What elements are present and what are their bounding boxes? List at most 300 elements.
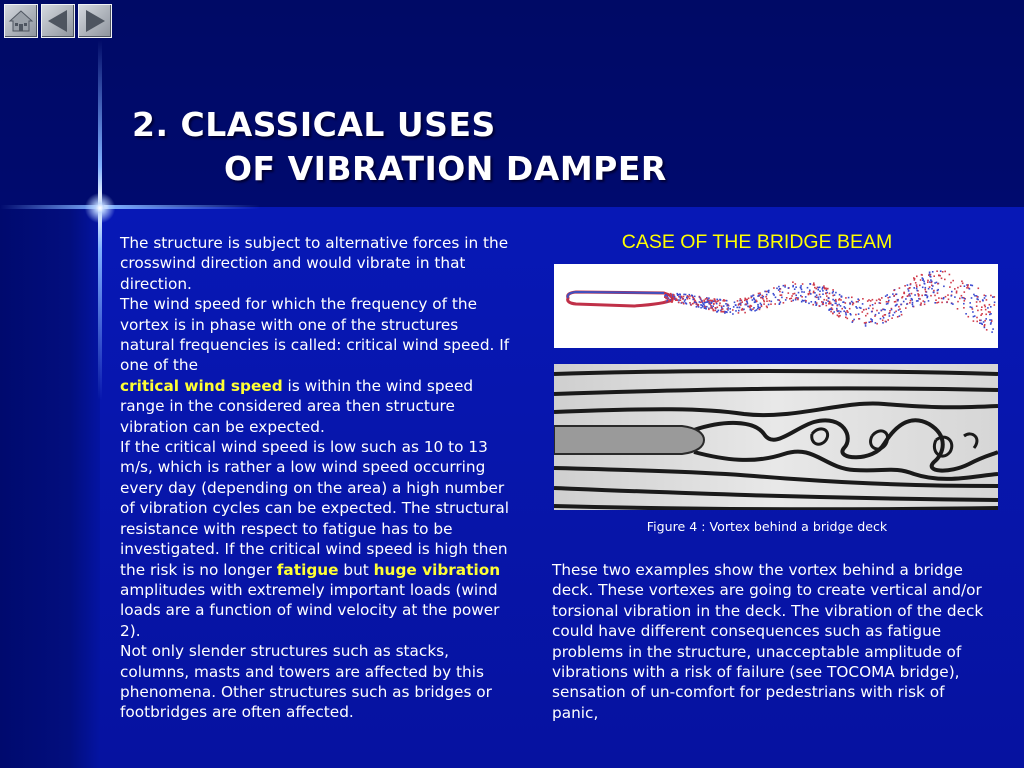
particle-dot xyxy=(685,294,687,296)
particle-dot xyxy=(944,271,946,273)
particle-dot xyxy=(753,307,755,309)
particle-dot xyxy=(792,300,794,302)
particle-dot xyxy=(898,306,900,308)
particle-dot xyxy=(779,299,781,301)
home-button[interactable] xyxy=(4,4,38,38)
next-slide-button[interactable] xyxy=(78,4,112,38)
particle-dot xyxy=(875,322,877,324)
particle-dot xyxy=(984,320,986,322)
particle-dot xyxy=(751,305,753,307)
particle-dot xyxy=(703,304,705,306)
particle-dot xyxy=(878,312,880,314)
particle-dot xyxy=(809,283,811,285)
particle-dot xyxy=(826,305,828,307)
particle-dot xyxy=(822,293,824,295)
particle-dot xyxy=(819,305,821,307)
particle-dot xyxy=(985,295,987,297)
particle-dot xyxy=(954,288,956,290)
particle-dot xyxy=(931,288,933,290)
paragraph-1: The structure is subject to alternative forces in the crosswind direction and would vibrate in that direction. xyxy=(120,234,509,293)
particle-dot xyxy=(710,304,712,306)
particle-dot xyxy=(937,292,939,294)
particle-dot xyxy=(692,303,694,305)
left-text-block xyxy=(120,233,510,723)
particle-dot xyxy=(895,311,897,313)
highlight-critical-wind-speed: critical wind speed xyxy=(120,376,283,395)
particle-dot xyxy=(920,302,922,304)
particle-dot xyxy=(789,298,791,300)
particle-dot xyxy=(779,291,781,293)
particle-dot xyxy=(850,313,852,315)
particle-dot xyxy=(749,307,751,309)
particle-dot xyxy=(720,299,722,301)
particle-dot xyxy=(766,300,768,302)
particle-dot xyxy=(914,294,916,296)
particle-dot xyxy=(832,295,834,297)
particle-dot xyxy=(929,286,931,288)
particle-dot xyxy=(964,285,966,287)
particle-dot xyxy=(839,298,841,300)
particle-dot xyxy=(671,295,673,297)
particle-dot xyxy=(920,304,922,306)
particle-dot xyxy=(946,301,948,303)
particle-dot xyxy=(815,301,817,303)
particle-dot xyxy=(738,307,740,309)
particle-dot xyxy=(933,290,935,292)
particle-dot xyxy=(957,308,959,310)
particle-dot xyxy=(673,294,675,296)
particle-dot xyxy=(991,320,993,322)
particle-dot xyxy=(727,307,729,309)
particle-dot xyxy=(698,304,700,306)
particle-dot xyxy=(903,301,905,303)
particle-dot xyxy=(791,300,793,302)
particle-dot xyxy=(744,300,746,302)
particle-dot xyxy=(773,287,775,289)
particle-dot xyxy=(700,297,702,299)
particle-dot xyxy=(985,309,987,311)
particle-dot xyxy=(853,319,855,321)
particle-dot xyxy=(936,282,938,284)
particle-dot xyxy=(757,304,759,306)
particle-dot xyxy=(782,292,784,294)
particle-dot xyxy=(685,302,687,304)
particle-dot xyxy=(721,307,723,309)
particle-dot xyxy=(932,285,934,287)
particle-dot xyxy=(827,300,829,302)
particle-dot xyxy=(803,300,805,302)
particle-dot xyxy=(819,294,821,296)
particle-dot xyxy=(845,302,847,304)
particle-dot xyxy=(714,299,716,301)
particle-dot xyxy=(795,286,797,288)
particle-dot xyxy=(792,281,794,283)
particle-dot xyxy=(964,291,966,293)
particle-dot xyxy=(855,314,857,316)
particle-dot xyxy=(754,310,756,312)
particle-dot xyxy=(809,290,811,292)
particle-dot xyxy=(671,294,673,296)
particle-dot xyxy=(732,313,734,315)
particle-dot xyxy=(872,299,874,301)
particle-dot xyxy=(880,318,882,320)
particle-dot xyxy=(989,304,991,306)
particle-dot xyxy=(689,298,691,300)
particle-dot xyxy=(939,275,941,277)
particle-dot xyxy=(716,299,718,301)
particle-dot xyxy=(778,286,780,288)
particle-dot xyxy=(838,304,840,306)
particle-dot xyxy=(681,296,683,298)
particle-dot xyxy=(876,310,878,312)
particle-dot xyxy=(839,294,841,296)
particle-dot xyxy=(928,300,930,302)
particle-dot xyxy=(869,321,871,323)
particle-dot xyxy=(974,315,976,317)
particle-dot xyxy=(961,295,963,297)
particle-dot xyxy=(912,304,914,306)
particle-dot xyxy=(914,279,916,281)
particle-dot xyxy=(924,304,926,306)
particle-dot xyxy=(830,303,832,305)
particle-dot xyxy=(838,316,840,318)
case-heading: CASE OF THE BRIDGE BEAM xyxy=(621,231,893,253)
particle-dot xyxy=(748,298,750,300)
particle-dot xyxy=(795,283,797,285)
particle-dot xyxy=(885,314,887,316)
particle-dot xyxy=(738,310,740,312)
particle-dot xyxy=(747,306,749,308)
particle-dot xyxy=(988,311,990,313)
particle-dot xyxy=(757,308,759,310)
particle-dot xyxy=(884,309,886,311)
particle-dot xyxy=(891,309,893,311)
particle-dot xyxy=(826,288,828,290)
particle-dot xyxy=(923,300,925,302)
particle-dot xyxy=(746,299,748,301)
particle-dot xyxy=(771,301,773,303)
particle-dot xyxy=(885,321,887,323)
particle-dot xyxy=(791,295,793,297)
particle-dot xyxy=(766,298,768,300)
particle-dot xyxy=(916,284,918,286)
particle-dot xyxy=(692,295,694,297)
particle-dot xyxy=(912,302,914,304)
particle-dot xyxy=(752,308,754,310)
particle-dot xyxy=(754,302,756,304)
particle-dot xyxy=(912,306,914,308)
particle-dot xyxy=(723,305,725,307)
particle-dot xyxy=(845,297,847,299)
particle-dot xyxy=(805,296,807,298)
particle-dot xyxy=(961,297,963,299)
particle-dot xyxy=(930,279,932,281)
particle-dot xyxy=(794,293,796,295)
particle-dot xyxy=(971,307,973,309)
particle-dot xyxy=(865,325,867,327)
left-strip xyxy=(0,207,100,768)
particle-dot xyxy=(984,297,986,299)
particle-dot xyxy=(675,299,677,301)
particle-dot xyxy=(929,276,931,278)
particle-dot xyxy=(870,318,872,320)
paragraph-3-text: If the critical wind speed is low such as 10 to 13 m/s, which is rather a low wind speed occurring every day (depending on the area) a high number of vibration cycles can be expected. The structural resistance with respect to fatigue has to be investigated. If the critical wind speed is high then the risk is no longer xyxy=(120,438,509,579)
particle-dot xyxy=(831,304,833,306)
particle-dot xyxy=(897,299,899,301)
particle-dot xyxy=(872,308,874,310)
particle-dot xyxy=(976,301,978,303)
particle-dot xyxy=(963,303,965,305)
particle-dot xyxy=(667,297,669,299)
particle-dot xyxy=(931,282,933,284)
particle-dot xyxy=(756,309,758,311)
particle-dot xyxy=(944,279,946,281)
particle-dot xyxy=(940,270,942,272)
particle-dot xyxy=(689,302,691,304)
particle-dot xyxy=(852,321,854,323)
particle-dot xyxy=(686,297,688,299)
particle-dot xyxy=(954,296,956,298)
particle-dot xyxy=(834,300,836,302)
particle-dot xyxy=(929,272,931,274)
particle-dot xyxy=(920,279,922,281)
particle-dot xyxy=(949,286,951,288)
particle-dot xyxy=(853,303,855,305)
arrow-left-icon xyxy=(45,8,71,34)
particle-dot xyxy=(907,284,909,286)
particle-dot xyxy=(936,270,938,272)
particle-dot xyxy=(801,296,803,298)
particle-dot xyxy=(888,313,890,315)
vortex-simulation-image xyxy=(554,264,998,348)
particle-dot xyxy=(814,284,816,286)
paragraph-2 xyxy=(120,294,510,437)
particle-dot xyxy=(929,281,931,283)
particle-dot xyxy=(930,295,932,297)
particle-dot xyxy=(888,301,890,303)
particle-dot xyxy=(759,307,761,309)
particle-dot xyxy=(880,302,882,304)
particle-dot xyxy=(734,302,736,304)
particle-dot xyxy=(829,293,831,295)
particle-dot xyxy=(764,301,766,303)
particle-dot xyxy=(992,296,994,298)
particle-dot xyxy=(786,297,788,299)
particle-dot xyxy=(779,303,781,305)
particle-dot xyxy=(943,298,945,300)
particle-dot xyxy=(979,320,981,322)
particle-dot xyxy=(837,311,839,313)
particle-dot xyxy=(928,288,930,290)
paragraph-3 xyxy=(120,437,510,641)
particle-dot xyxy=(865,309,867,311)
particle-dot xyxy=(967,285,969,287)
particle-dot xyxy=(979,322,981,324)
particle-dot xyxy=(783,285,785,287)
particle-dot xyxy=(818,298,820,300)
particle-dot xyxy=(685,299,687,301)
particle-dot xyxy=(882,322,884,324)
particle-dot xyxy=(761,306,763,308)
particle-dot xyxy=(956,291,958,293)
particle-dot xyxy=(822,287,824,289)
particle-dot xyxy=(818,287,820,289)
particle-dot xyxy=(795,295,797,297)
particle-dot xyxy=(933,292,935,294)
particle-dot xyxy=(898,309,900,311)
particle-dot xyxy=(696,306,698,308)
particle-dot xyxy=(960,285,962,287)
particle-dot xyxy=(766,291,768,293)
particle-dot xyxy=(929,273,931,275)
particle-dot xyxy=(908,294,910,296)
particle-dot xyxy=(984,306,986,308)
particle-dot xyxy=(808,294,810,296)
particle-dot xyxy=(895,301,897,303)
particle-dot xyxy=(774,303,776,305)
particle-dot xyxy=(875,314,877,316)
particle-dot xyxy=(917,293,919,295)
particle-dot xyxy=(832,292,834,294)
particle-dot xyxy=(845,317,847,319)
particle-dot xyxy=(934,302,936,304)
particle-dot xyxy=(915,282,917,284)
particle-dot xyxy=(791,298,793,300)
particle-dot xyxy=(986,299,988,301)
particle-dot xyxy=(911,299,913,301)
particle-dot xyxy=(924,283,926,285)
particle-dot xyxy=(984,304,986,306)
particle-dot xyxy=(883,317,885,319)
particle-dot xyxy=(994,304,996,306)
particle-dot xyxy=(924,294,926,296)
right-text-block: These two examples show the vortex behind a bridge deck. These vortexes are going to create vertical and/or torsional vibration in the deck. The vibration of the deck could have different consequences such as fatigue problems in the structure, unacceptable amplitude of vibrations with a risk of failure (see TOCOMA bridge), sensation of un-comfort for pedestrians with risk of panic, xyxy=(552,561,984,722)
particle-dot xyxy=(904,285,906,287)
particle-dot xyxy=(829,302,831,304)
particle-dot xyxy=(816,294,818,296)
particle-dot xyxy=(964,298,966,300)
particle-dot xyxy=(982,300,984,302)
particle-dot xyxy=(937,283,939,285)
particle-dot xyxy=(727,304,729,306)
particle-dot xyxy=(800,285,802,287)
particle-dot xyxy=(812,304,814,306)
particle-dot xyxy=(828,298,830,300)
particle-dot xyxy=(730,311,732,313)
particle-dot xyxy=(874,303,876,305)
particle-dot xyxy=(964,300,966,302)
particle-dot xyxy=(736,307,738,309)
particle-dot xyxy=(814,287,816,289)
particle-dot xyxy=(817,297,819,299)
particle-dot xyxy=(741,300,743,302)
particle-dot xyxy=(889,296,891,298)
particle-dot xyxy=(678,302,680,304)
vortex-streamlines-figure xyxy=(554,364,998,510)
particle-dot xyxy=(784,285,786,287)
particle-dot xyxy=(843,310,845,312)
particle-dot xyxy=(969,302,971,304)
particle-dot xyxy=(762,298,764,300)
particle-dot xyxy=(904,293,906,295)
particle-dot xyxy=(683,294,685,296)
particle-dot xyxy=(924,289,926,291)
particle-dot xyxy=(900,304,902,306)
particle-dot xyxy=(905,307,907,309)
particle-dot xyxy=(825,302,827,304)
particle-dot xyxy=(983,321,985,323)
particle-dot xyxy=(678,294,680,296)
particle-dot xyxy=(794,288,796,290)
particle-dot xyxy=(768,304,770,306)
particle-dot xyxy=(981,306,983,308)
particle-dot xyxy=(820,296,822,298)
particle-dot xyxy=(916,276,918,278)
particle-dot xyxy=(862,303,864,305)
particle-dot xyxy=(973,320,975,322)
particle-dot xyxy=(679,294,681,296)
particle-dot xyxy=(925,287,927,289)
particle-dot xyxy=(899,287,901,289)
particle-dot xyxy=(933,275,935,277)
particle-dot xyxy=(716,303,718,305)
particle-dot xyxy=(860,307,862,309)
previous-slide-button[interactable] xyxy=(41,4,75,38)
particle-dot xyxy=(937,290,939,292)
particle-dot xyxy=(825,293,827,295)
particle-dot xyxy=(990,306,992,308)
particle-dot xyxy=(808,303,810,305)
title-line-2: OF VIBRATION DAMPER xyxy=(224,149,667,188)
particle-dot xyxy=(797,299,799,301)
particle-dot xyxy=(814,292,816,294)
particle-dot xyxy=(692,299,694,301)
particle-dot xyxy=(871,321,873,323)
particle-dot xyxy=(689,295,691,297)
particle-dot xyxy=(835,292,837,294)
particle-dot xyxy=(702,306,704,308)
particle-dot xyxy=(851,297,853,299)
particle-dot xyxy=(800,287,802,289)
particle-dot xyxy=(886,301,888,303)
particle-dot xyxy=(795,299,797,301)
particle-dot xyxy=(977,296,979,298)
particle-dot xyxy=(840,299,842,301)
slide-navigation xyxy=(4,4,112,38)
particle-dot xyxy=(768,292,770,294)
particle-dot xyxy=(832,289,834,291)
particle-dot xyxy=(921,274,923,276)
particle-dot xyxy=(708,297,710,299)
particle-dot xyxy=(801,289,803,291)
particle-dot xyxy=(785,299,787,301)
particle-dot xyxy=(758,295,760,297)
particle-dot xyxy=(994,302,996,304)
particle-dot xyxy=(719,302,721,304)
particle-dot xyxy=(938,297,940,299)
particle-dot xyxy=(745,303,747,305)
particle-dot xyxy=(908,290,910,292)
particle-dot xyxy=(989,311,991,313)
particle-dot xyxy=(788,292,790,294)
particle-dot xyxy=(863,309,865,311)
particle-dot xyxy=(891,317,893,319)
particle-dot xyxy=(846,310,848,312)
particle-dot xyxy=(765,296,767,298)
particle-dot xyxy=(824,288,826,290)
particle-dot xyxy=(705,308,707,310)
particle-dot xyxy=(841,308,843,310)
